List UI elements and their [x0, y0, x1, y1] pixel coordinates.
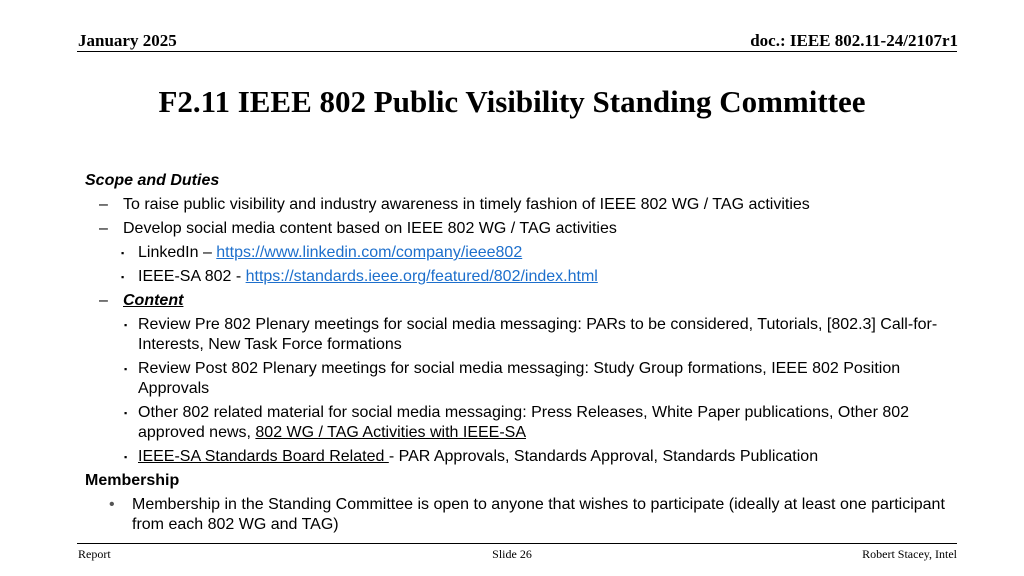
list-item — [85, 403, 945, 443]
small-square-bullet: ▪ — [124, 320, 128, 330]
list-item — [85, 291, 945, 311]
content-heading: Content — [123, 292, 184, 309]
dash-bullet: – — [99, 196, 108, 213]
list-item — [85, 195, 945, 215]
header-doc-id: doc.: IEEE 802.11-24/2107r1 — [750, 31, 958, 50]
scope-heading: Scope and Duties — [85, 172, 220, 189]
dash-bullet: – — [99, 292, 108, 309]
wg-tag-activities-link[interactable]: 802 WG / TAG Activities with IEEE-SA — [255, 424, 527, 441]
linkedin-label: LinkedIn – — [138, 244, 217, 261]
square-bullet: ▪ — [121, 248, 125, 258]
content-item-post-plenary: Review Post 802 Plenary meetings for social media messaging: Study Group formations, IEEE 802 Position Approvals — [138, 360, 901, 397]
standards-board-text: - PAR Approvals, Standards Approval, Standards Publication — [388, 448, 819, 465]
footer-report: Report — [78, 547, 111, 561]
scope-item-visibility: To raise public visibility and industry awareness in timely fashion of IEEE 802 WG / TAG activities — [123, 196, 810, 213]
list-item — [85, 315, 945, 355]
list-item — [85, 243, 945, 263]
linkedin-link[interactable]: https://www.linkedin.com/company/ieee802 — [216, 244, 523, 261]
small-square-bullet: ▪ — [124, 408, 128, 418]
content-item-other: Other 802 related material for social media messaging: Press Releases, White Paper publications, Other 802 approved news, — [138, 404, 910, 441]
slide-body — [85, 171, 945, 535]
list-item — [85, 359, 945, 399]
footer-divider — [77, 543, 957, 544]
list-item — [85, 219, 945, 239]
list-item — [85, 447, 945, 467]
dash-bullet: – — [99, 220, 108, 237]
footer-author: Robert Stacey, Intel — [862, 547, 957, 561]
square-bullet: ▪ — [121, 272, 125, 282]
list-item — [85, 495, 945, 535]
content-item-pre-plenary: Review Pre 802 Plenary meetings for social media messaging: PARs to be considered, Tutorials, [802.3] Call-for-Interests, New Task Force formations — [138, 316, 938, 353]
scope-item-social-media: Develop social media content based on IEEE 802 WG / TAG activities — [123, 220, 617, 237]
ieeesa-label: IEEE-SA 802 - — [138, 268, 246, 285]
membership-item: Membership in the Standing Committee is open to anyone that wishes to participate (ideally at least one participant from each 802 WG and TAG) — [132, 496, 945, 533]
footer-slide-number: Slide 26 — [492, 547, 532, 561]
list-item — [85, 267, 945, 287]
dot-bullet: • — [109, 496, 115, 513]
header-divider — [77, 51, 957, 52]
small-square-bullet: ▪ — [124, 452, 128, 462]
membership-heading: Membership — [85, 472, 180, 489]
header-date: January 2025 — [78, 31, 177, 50]
ieeesa-link[interactable]: https://standards.ieee.org/featured/802/index.html — [245, 268, 598, 285]
small-square-bullet: ▪ — [124, 364, 128, 374]
standards-board-link[interactable]: IEEE-SA Standards Board Related — [138, 448, 389, 465]
slide-title: F2.11 IEEE 802 Public Visibility Standing Committee — [158, 84, 866, 119]
